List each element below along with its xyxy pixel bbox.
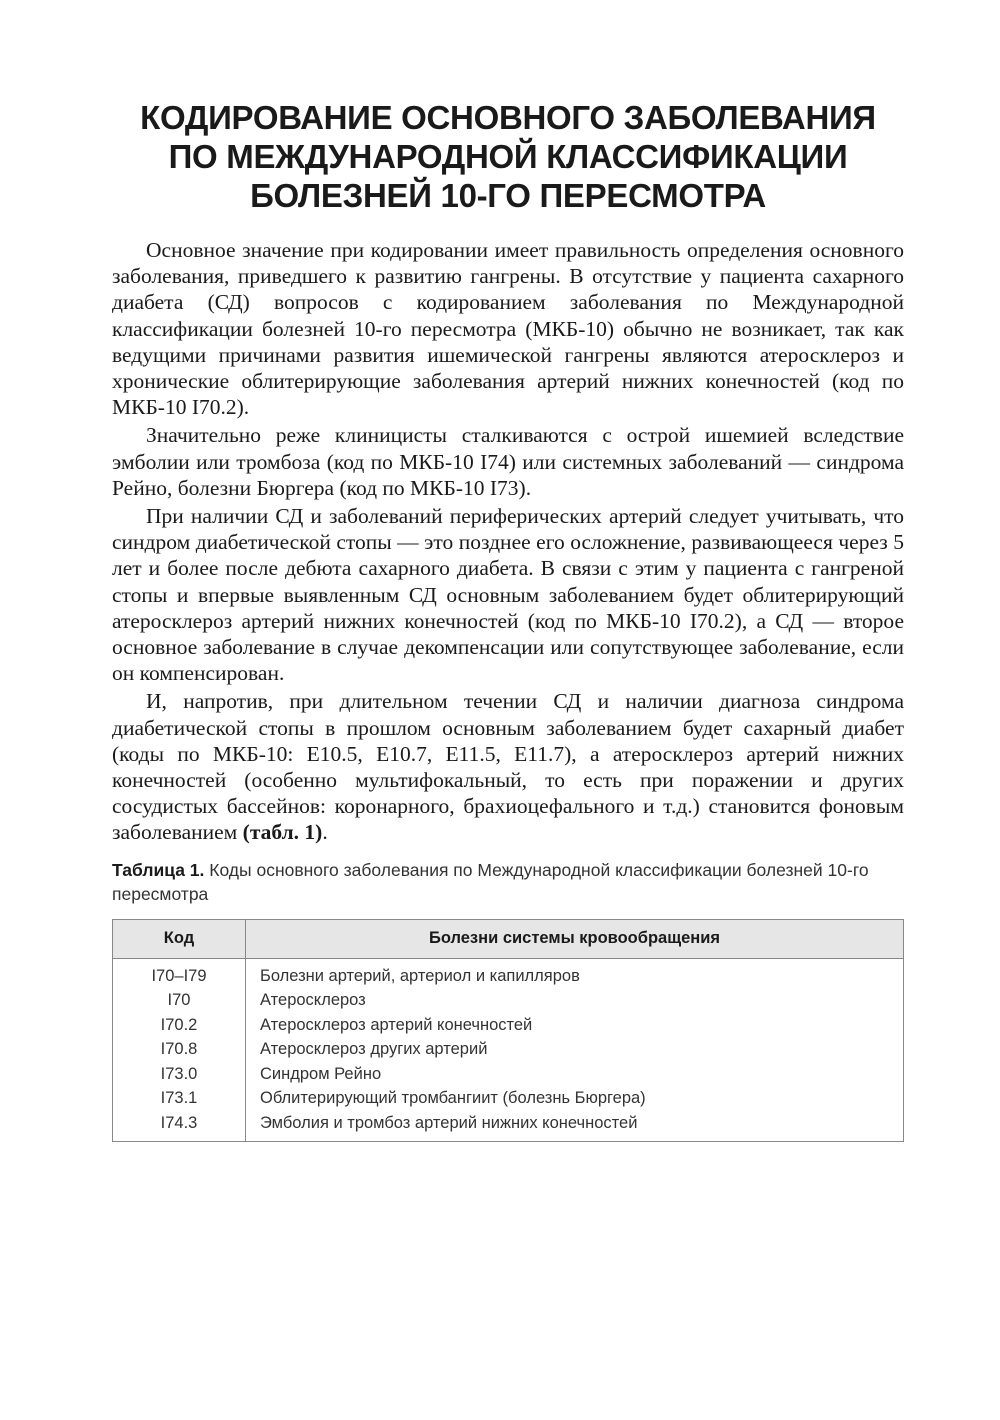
codes-table: [112, 919, 904, 1143]
title-line-3: БОЛЕЗНЕЙ 10-ГО ПЕРЕСМОТРА: [250, 177, 766, 214]
table-row: [113, 1062, 904, 1087]
row-code: I70.8: [113, 1037, 246, 1062]
table-row: [113, 958, 904, 988]
table-caption: [112, 858, 904, 906]
header-name: Болезни системы кровообращения: [246, 919, 904, 958]
row-code: I70–I79: [113, 958, 246, 988]
row-name: Атеросклероз других артерий: [260, 1040, 488, 1059]
document-page: [112, 0, 904, 1142]
header-code: Код: [113, 919, 246, 958]
row-code: I70: [113, 988, 246, 1013]
row-name: Болезни артерий, артериол и капилляров: [260, 966, 580, 985]
table-caption-text: Коды основного заболевания по Международной классификации болезней 10-го пересмотра: [112, 859, 869, 904]
table-row: [113, 988, 904, 1013]
table-row: [113, 1037, 904, 1062]
row-name: Атеросклероз: [260, 991, 366, 1010]
paragraph-4-text: И, напротив, при длительном течении СД и наличии диагноза синдрома диабетической стопы в прошлом основным заболеванием будет сахарный диабет (коды по МКБ-10: E10.5, E10.7, E11.5, E11.7), а атеросклероз артерий нижних конечностей (особенно мультифокальный, то есть при поражении и других сосудистых бассейнов: коронарного, брахиоцефального и т.д.) становится фоновым заболеванием: [112, 689, 904, 845]
row-name: Облитерирующий тромбангиит (болезнь Бюргера): [260, 1089, 646, 1108]
table-row: [113, 1086, 904, 1111]
title-line-2: ПО МЕЖДУНАРОДНОЙ КЛАССИФИКАЦИИ: [168, 138, 848, 175]
row-code: I73.1: [113, 1086, 246, 1111]
paragraph-2: Значительно реже клиницисты сталкиваются с острой ишемией вследствие эмболии или тромбоза (код по МКБ-10 I74) или системных заболеваний — синдрома Рейно, болезни Бюргера (код по МКБ-10 I73).: [112, 423, 904, 500]
table-caption-label: Таблица 1.: [112, 859, 205, 880]
table-row: [113, 1013, 904, 1038]
table-row: [113, 1111, 904, 1142]
paragraph-1: Основное значение при кодировании имеет правильность определения основного заболевания, приведшего к развитию гангрены. В отсутствие у пациента сахарного диабета (СД) вопросов с кодированием заболевания по Международной классификации болезней 10-го пересмотра (МКБ-10) обычно не возникает, так как ведущими причинами развития ишемической гангрены являются атеросклероз и хронические облитерирующие заболевания артерий нижних конечностей (код по МКБ-10 I70.2).: [112, 238, 904, 420]
table-header-row: [113, 919, 904, 958]
paragraph-3: При наличии СД и заболеваний периферических артерий следует учитывать, что синдром диабетической стопы — это позднее его осложнение, развивающееся через 5 лет и более после дебюта сахарного диабета. В связи с этим у пациента с гангреной стопы и впервые выявленным СД основным заболеванием будет облитерирующий атеросклероз артерий нижних конечностей (код по МКБ-10 I70.2), а СД — второе основное заболевание в случае декомпенсации или сопутствующее заболевание, если он компенсирован.: [112, 504, 904, 686]
page-title: [112, 98, 904, 215]
paragraph-4-end: .: [322, 820, 328, 845]
body-text: [112, 237, 904, 846]
row-name: Атеросклероз артерий конечностей: [260, 1015, 533, 1034]
table-reference: (табл. 1): [242, 820, 323, 845]
row-code: I74.3: [113, 1111, 246, 1142]
row-name: Эмболия и тромбоз артерий нижних конечностей: [260, 1113, 638, 1132]
row-name: Синдром Рейно: [260, 1064, 382, 1083]
row-code: I73.0: [113, 1062, 246, 1087]
row-code: I70.2: [113, 1013, 246, 1038]
paragraph-4: [112, 688, 904, 845]
title-line-1: КОДИРОВАНИЕ ОСНОВНОГО ЗАБОЛЕВАНИЯ: [140, 99, 876, 136]
